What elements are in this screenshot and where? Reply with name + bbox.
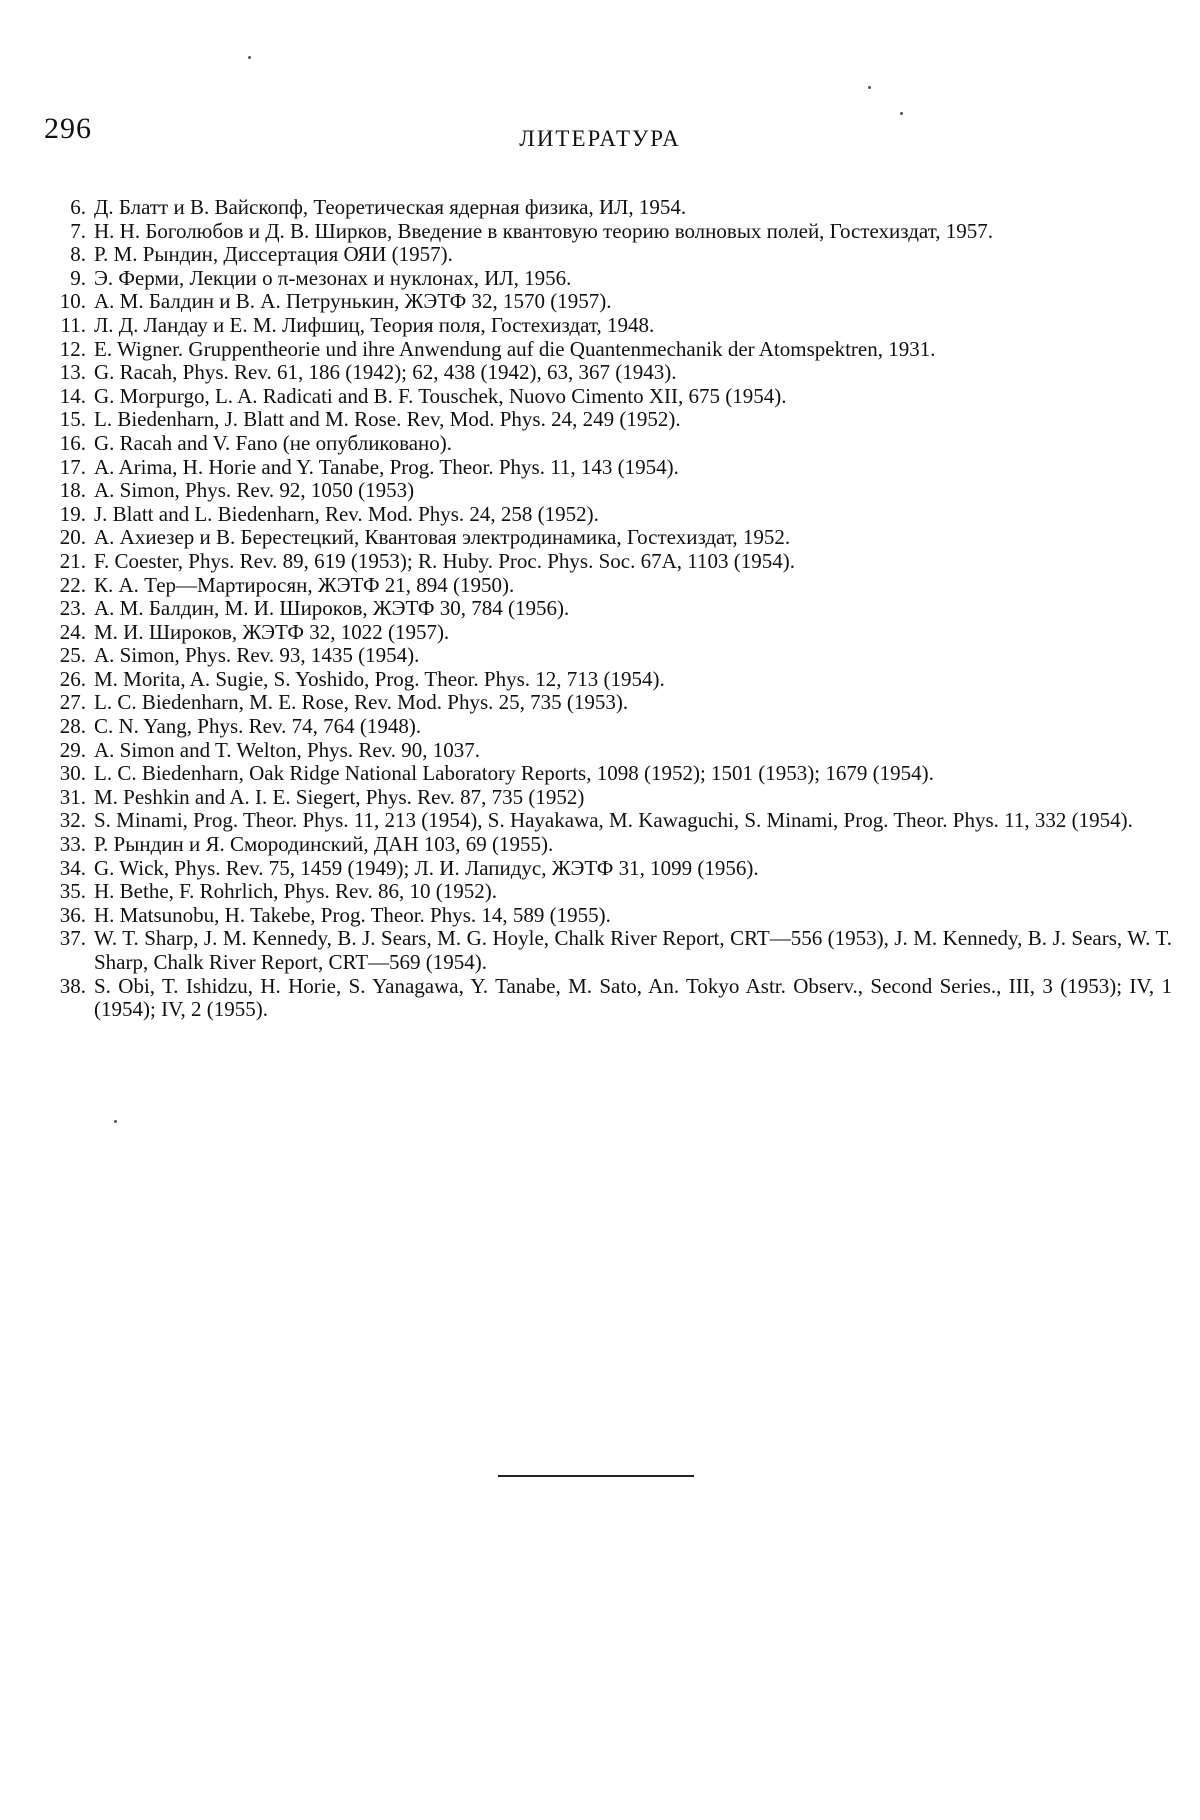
reference-item: [40, 975, 1172, 1022]
reference-text: S. Minami, Prog. Theor. Phys. 11, 213 (1954), S. Hayakawa, M. Kawaguchi, S. Minami, Prog. Theor. Phys. 11, 332 (1954).: [94, 808, 1133, 833]
reference-item: [40, 290, 1172, 314]
reference-number: 31.: [59, 784, 86, 809]
reference-text: A. Arima, H. Horie and Y. Tanabe, Prog. Theor. Phys. 11, 143 (1954).: [94, 454, 679, 479]
reference-item: [40, 786, 1172, 810]
reference-item: [40, 385, 1172, 409]
reference-text: C. N. Yang, Phys. Rev. 74, 764 (1948).: [94, 714, 422, 739]
reference-number: 7.: [70, 218, 86, 243]
reference-item: [40, 668, 1172, 692]
reference-text: H. Matsunobu, H. Takebe, Prog. Theor. Phys. 14, 589 (1955).: [94, 902, 611, 927]
reference-number: 8.: [70, 242, 86, 267]
reference-number: 17.: [59, 454, 86, 479]
reference-text: Н. Н. Боголюбов и Д. В. Ширков, Введение в квантовую теорию волновых полей, Гостехиздат, 1957.: [94, 218, 994, 243]
reference-number: 20.: [59, 525, 86, 550]
reference-item: [40, 715, 1172, 739]
reference-number: 27.: [59, 690, 86, 715]
reference-item: [40, 432, 1172, 456]
reference-item: [40, 361, 1172, 385]
reference-text: M. Morita, A. Sugie, S. Yoshido, Prog. Theor. Phys. 12, 713 (1954).: [94, 666, 665, 691]
reference-item: [40, 243, 1172, 267]
reference-text: M. Peshkin and A. I. E. Siegert, Phys. Rev. 87, 735 (1952): [94, 784, 585, 809]
reference-text: A. Simon, Phys. Rev. 92, 1050 (1953): [94, 478, 415, 503]
reference-number: 12.: [59, 336, 86, 361]
reference-number: 14.: [59, 383, 86, 408]
reference-text: S. Obi, T. Ishidzu, H. Horie, S. Yanagawa, Y. Tanabe, M. Sato, An. Tokyo Astr. Observ., Second Series., III, 3 (1953); IV, 1 (1954); IV, 2 (1955).: [94, 973, 1172, 1022]
reference-item: [40, 621, 1172, 645]
reference-text: H. Bethe, F. Rohrlich, Phys. Rev. 86, 10 (1952).: [94, 879, 497, 904]
closing-rule: [498, 1475, 694, 1477]
reference-item: [40, 574, 1172, 598]
reference-number: 32.: [59, 808, 86, 833]
reference-item: [40, 857, 1172, 881]
reference-number: 22.: [59, 572, 86, 597]
reference-text: Р. М. Рындин, Диссертация ОЯИ (1957).: [94, 242, 453, 267]
reference-number: 15.: [59, 407, 86, 432]
reference-number: 29.: [59, 737, 86, 762]
reference-item: [40, 809, 1172, 833]
running-head: ЛИТЕРАТУРА: [519, 126, 681, 151]
reference-text: Р. Рындин и Я. Смородинский, ДАН 103, 69 (1955).: [94, 832, 554, 857]
reference-item: [40, 597, 1172, 621]
reference-number: 37.: [59, 926, 86, 951]
reference-text: А. М. Балдин, М. И. Широков, ЖЭТФ 30, 784 (1956).: [94, 596, 570, 621]
reference-text: F. Coester, Phys. Rev. 89, 619 (1953); R. Huby. Proc. Phys. Soc. 67A, 1103 (1954).: [94, 548, 795, 573]
reference-item: [40, 904, 1172, 928]
reference-item: [40, 456, 1172, 480]
reference-number: 24.: [59, 619, 86, 644]
reference-number: 36.: [59, 902, 86, 927]
reference-item: [40, 267, 1172, 291]
reference-item: [40, 762, 1172, 786]
reference-text: А. Ахиезер и В. Берестецкий, Квантовая электродинамика, Гостехиздат, 1952.: [94, 525, 791, 550]
reference-text: J. Blatt and L. Biedenharn, Rev. Mod. Phys. 24, 258 (1952).: [94, 501, 599, 526]
reference-number: 30.: [59, 761, 86, 786]
reference-number: 6.: [70, 195, 86, 219]
reference-text: L. C. Biedenharn, M. E. Rose, Rev. Mod. Phys. 25, 735 (1953).: [94, 690, 629, 715]
reference-item: [40, 739, 1172, 763]
reference-number: 35.: [59, 879, 86, 904]
reference-text: A. Simon and T. Welton, Phys. Rev. 90, 1037.: [94, 737, 481, 762]
reference-item: [40, 408, 1172, 432]
reference-number: 10.: [59, 289, 86, 314]
reference-text: М. И. Широков, ЖЭТФ 32, 1022 (1957).: [94, 619, 450, 644]
page-number: 296: [44, 112, 92, 145]
reference-text: L. C. Biedenharn, Oak Ridge National Laboratory Reports, 1098 (1952); 1501 (1953); 1679 (1954).: [94, 761, 934, 786]
reference-item: [40, 880, 1172, 904]
scan-speck: [900, 112, 903, 115]
reference-text: G. Morpurgo, L. A. Radicati and B. F. Touschek, Nuovo Cimento XII, 675 (1954).: [94, 383, 787, 408]
reference-item: [40, 479, 1172, 503]
reference-number: 16.: [59, 430, 86, 455]
reference-text: G. Racah, Phys. Rev. 61, 186 (1942); 62, 438 (1942), 63, 367 (1943).: [94, 360, 677, 385]
reference-item: [40, 927, 1172, 974]
reference-number: 26.: [59, 666, 86, 691]
reference-text: E. Wigner. Gruppentheorie und ihre Anwendung auf die Quantenmechanik der Atomspektren, 1931.: [94, 336, 936, 361]
reference-number: 23.: [59, 596, 86, 621]
reference-item: [40, 314, 1172, 338]
reference-text: G. Racah and V. Fano (не опубликовано).: [94, 430, 453, 455]
scan-speck: [114, 1120, 117, 1123]
reference-number: 21.: [59, 548, 86, 573]
reference-item: [40, 691, 1172, 715]
scan-speck: [248, 56, 251, 59]
reference-number: 11.: [60, 312, 86, 337]
reference-number: 34.: [59, 855, 86, 880]
reference-number: 9.: [70, 265, 86, 290]
reference-number: 13.: [59, 360, 86, 385]
reference-item: [40, 196, 1172, 220]
reference-item: [40, 526, 1172, 550]
reference-text: Д. Блатт и В. Вайскопф, Теоретическая ядерная физика, ИЛ, 1954.: [94, 195, 687, 219]
reference-number: 28.: [59, 714, 86, 739]
reference-text: Э. Ферми, Лекции о π-мезонах и нуклонах, ИЛ, 1956.: [94, 265, 572, 290]
reference-item: [40, 503, 1172, 527]
reference-text: W. T. Sharp, J. M. Kennedy, B. J. Sears, M. G. Hoyle, Chalk River Report, CRT—556 (1953), J. M. Kennedy, B. J. Sears, W. T. Sharp, Chalk River Report, CRT—569 (1954).: [94, 926, 1172, 974]
reference-item: [40, 338, 1172, 362]
reference-text: К. А. Тер—Мартиросян, ЖЭТФ 21, 894 (1950).: [94, 572, 515, 597]
reference-item: [40, 833, 1172, 857]
reference-text: Л. Д. Ландау и Е. М. Лифшиц, Теория поля, Гостехиздат, 1948.: [94, 312, 655, 337]
scan-speck: [868, 86, 871, 89]
reference-number: 19.: [59, 501, 86, 526]
reference-text: G. Wick, Phys. Rev. 75, 1459 (1949); Л. И. Лапидус, ЖЭТФ 31, 1099 (1956).: [94, 855, 759, 880]
reference-number: 18.: [59, 478, 86, 503]
reference-number: 33.: [59, 832, 86, 857]
reference-text: L. Biedenharn, J. Blatt and M. Rose. Rev, Mod. Phys. 24, 249 (1952).: [94, 407, 681, 432]
reference-item: [40, 550, 1172, 574]
reference-number: 38.: [59, 973, 86, 998]
reference-item: [40, 220, 1172, 244]
reference-text: A. Simon, Phys. Rev. 93, 1435 (1954).: [94, 643, 420, 668]
reference-list: [40, 196, 1172, 1022]
reference-text: А. М. Балдин и В. А. Петрунькин, ЖЭТФ 32, 1570 (1957).: [94, 289, 612, 314]
reference-number: 25.: [59, 643, 86, 668]
reference-item: [40, 644, 1172, 668]
